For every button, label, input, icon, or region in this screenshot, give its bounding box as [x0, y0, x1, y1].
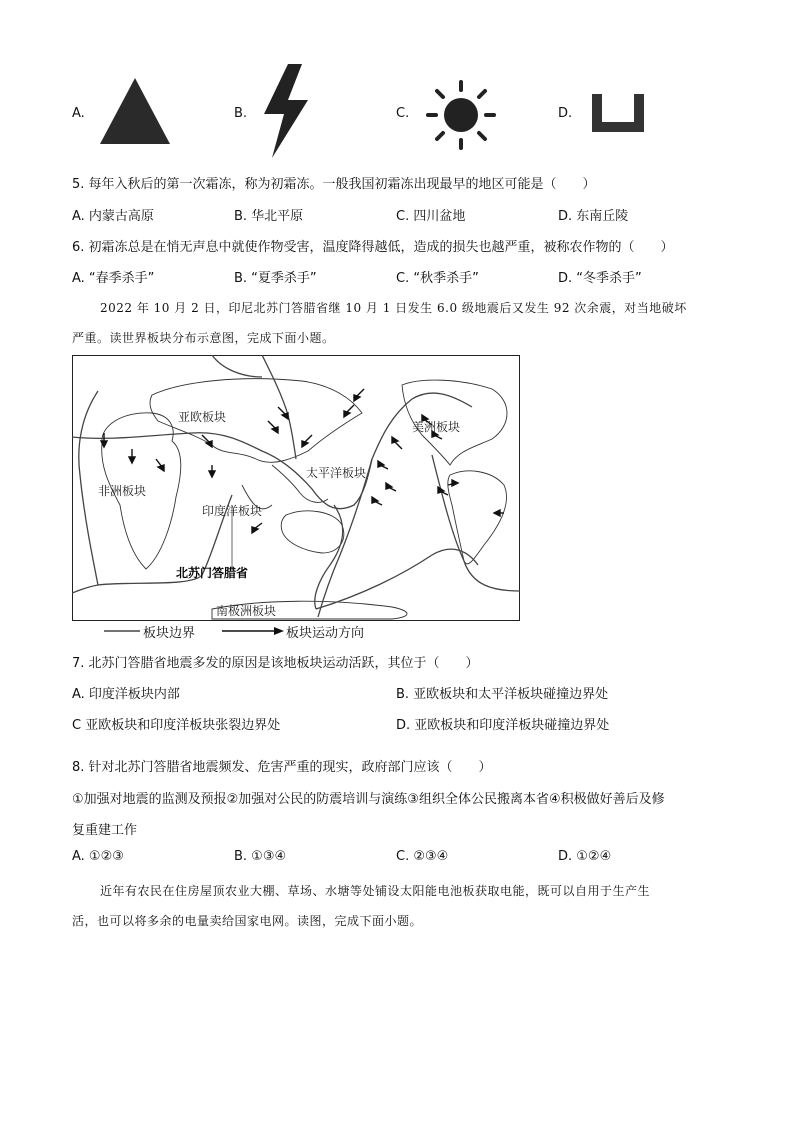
lightning-icon [258, 62, 314, 160]
passage2-line2: 活，也可以将多余的电量卖给国家电网。读图，完成下面小题。 [72, 914, 423, 928]
q6-option-c[interactable]: C. “秋季杀手” [396, 271, 479, 286]
q4-option-d-letter: D. [558, 106, 573, 121]
q5-option-a[interactable]: A. 内蒙古高原 [72, 209, 154, 224]
label-north-sumatra: 北苏门答腊省 [176, 566, 249, 580]
q8-option-b[interactable]: B. ①③④ [234, 849, 287, 864]
q6-option-d[interactable]: D. “冬季杀手” [558, 271, 642, 286]
legend-boundary-label: 板块边界 [143, 626, 196, 641]
q8-body-line2: 复重建工作 [72, 823, 138, 838]
world-plate-map [72, 355, 520, 621]
q8-body-line1: ①加强对地震的监测及预报②加强对公民的防震培训与演练③组织全体公民搬离本省④积极做好善后及修 [72, 792, 665, 807]
passage2-line1: 近年有农民在住房屋顶农业大棚、草场、水塘等处铺设太阳能电池板获取电能，既可以自用于生产生 [100, 884, 651, 898]
label-pacific-plate: 太平洋板块 [306, 466, 367, 480]
q6-option-b[interactable]: B. “夏季杀手” [234, 271, 317, 286]
q7-option-a[interactable]: A. 印度洋板块内部 [72, 687, 180, 702]
passage1-line1: 2022 年 10 月 2 日，印尼北苏门答腊省继 10 月 1 日发生 6.0 级地震后又发生 92 次余震，对当地破坏 [100, 301, 687, 315]
q8-option-c[interactable]: C. ②③④ [396, 849, 449, 864]
label-africa-plate: 非洲板块 [98, 484, 147, 498]
label-indian-plate: 印度洋板块 [202, 504, 263, 518]
arrow-right-icon [222, 625, 284, 637]
triangle-icon [96, 74, 174, 148]
q6-stem: 6. 初霜冻总是在悄无声息中就使作物受害，温度降得越低，造成的损失也越严重，被称农作物的（ ） [72, 240, 674, 255]
q5-option-b[interactable]: B. 华北平原 [234, 209, 304, 224]
q8-option-a[interactable]: A. ①②③ [72, 849, 124, 864]
label-antarctic-plate: 南极洲板块 [216, 604, 277, 618]
q4-option-a-letter: A. [72, 106, 85, 121]
q4-option-c-letter: C. [396, 106, 410, 121]
sun-icon [424, 80, 498, 150]
q5-stem: 5. 每年入秋后的第一次霜冻，称为初霜冻。一般我国初霜冻出现最早的地区可能是（ ） [72, 177, 596, 192]
q7-option-c[interactable]: C 亚欧板块和印度洋板块张裂边界处 [72, 718, 281, 733]
legend-direction-label: 板块运动方向 [286, 626, 365, 641]
q8-stem: 8. 针对北苏门答腊省地震频发、危害严重的现实，政府部门应该（ ） [72, 760, 492, 775]
label-america-plate: 美洲板块 [412, 420, 461, 434]
boundary-line-icon [104, 626, 140, 636]
passage1-line2: 严重。读世界板块分布示意图，完成下面小题。 [72, 331, 335, 345]
q5-option-d[interactable]: D. 东南丘陵 [558, 209, 629, 224]
q7-option-d[interactable]: D. 亚欧板块和印度洋板块碰撞边界处 [396, 718, 610, 733]
q6-option-a[interactable]: A. “春季杀手” [72, 271, 155, 286]
q5-option-c[interactable]: C. 四川盆地 [396, 209, 466, 224]
q8-option-d[interactable]: D. ①②④ [558, 849, 612, 864]
q7-option-b[interactable]: B. 亚欧板块和太平洋板块碰撞边界处 [396, 687, 609, 702]
label-eurasia-plate: 亚欧板块 [178, 410, 227, 424]
q4-option-b-letter: B. [234, 106, 248, 121]
u-shape-icon [588, 92, 648, 136]
q7-stem: 7. 北苏门答腊省地震多发的原因是该地板块运动活跃，其位于（ ） [72, 656, 479, 671]
